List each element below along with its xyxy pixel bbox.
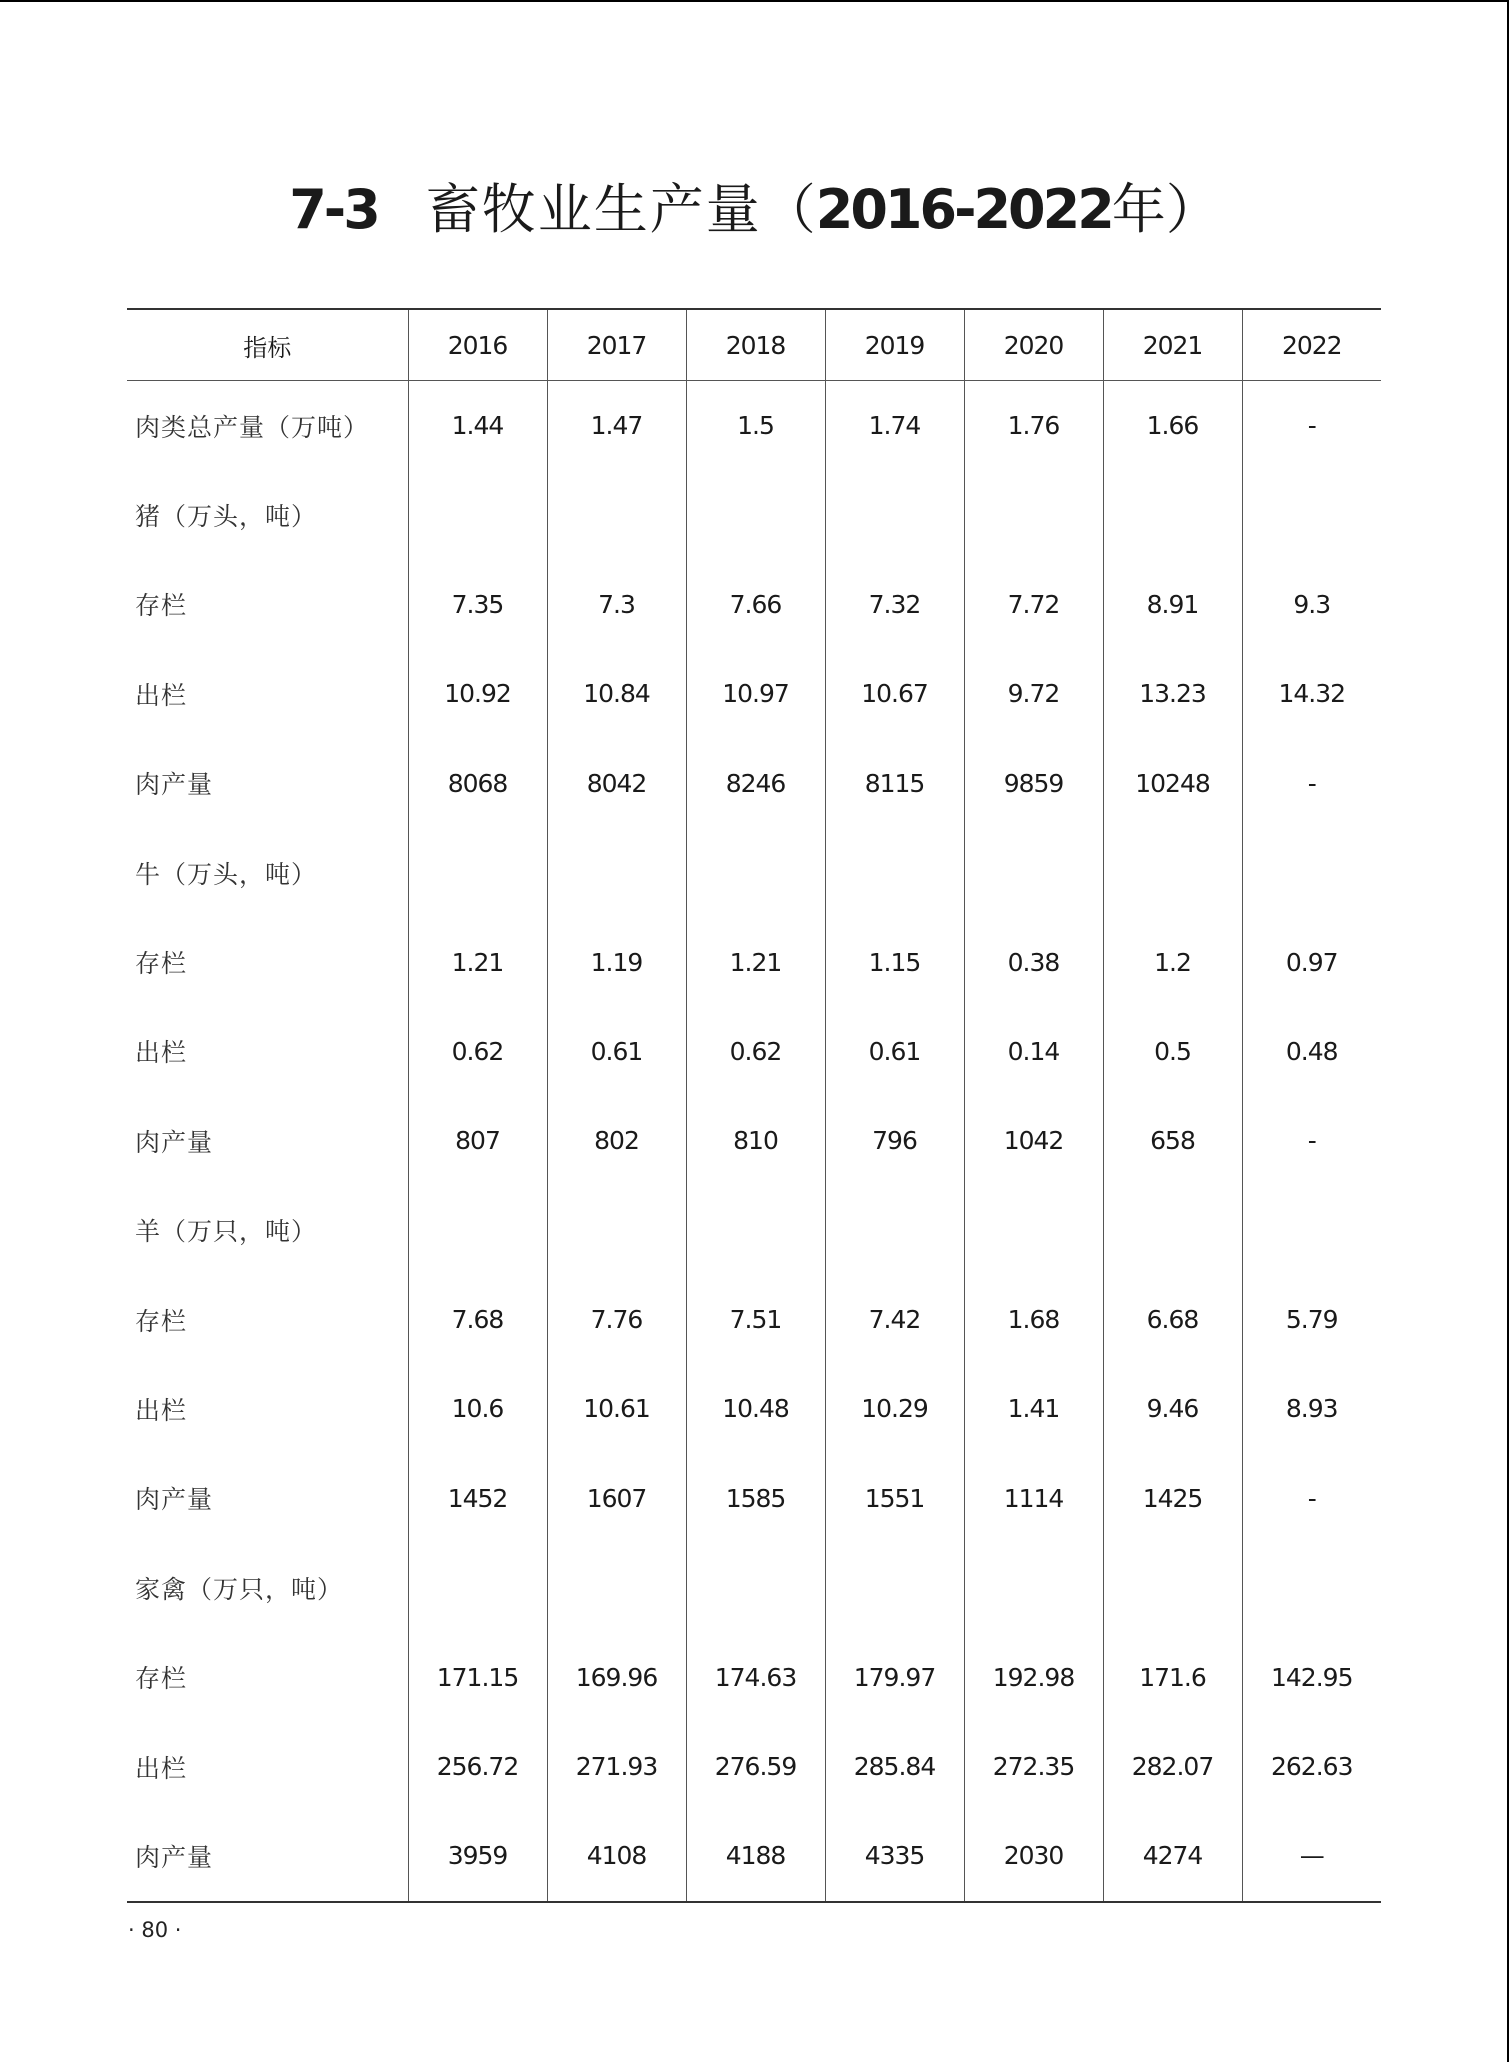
table-cell: 9.46 bbox=[1103, 1364, 1242, 1453]
table-cell bbox=[964, 1186, 1103, 1275]
table-cell: 262.63 bbox=[1242, 1722, 1381, 1811]
table-row bbox=[127, 649, 1381, 738]
table-cell: 0.14 bbox=[964, 1007, 1103, 1096]
table-cell: 10.29 bbox=[825, 1364, 964, 1453]
table-cell: 1.21 bbox=[686, 917, 825, 1006]
table-cell: 7.66 bbox=[686, 560, 825, 649]
table-cell: 285.84 bbox=[825, 1722, 964, 1811]
table-cell: 1114 bbox=[964, 1454, 1103, 1543]
table-cell: 272.35 bbox=[964, 1722, 1103, 1811]
table-cell: 7.51 bbox=[686, 1275, 825, 1364]
header-year: 2019 bbox=[825, 309, 964, 381]
table-cell bbox=[686, 828, 825, 917]
table-cell: 1.44 bbox=[408, 381, 547, 471]
table-cell: 1.66 bbox=[1103, 381, 1242, 471]
table-row bbox=[127, 1632, 1381, 1721]
table-cell bbox=[547, 470, 686, 559]
table-cell: 8.93 bbox=[1242, 1364, 1381, 1453]
header-year: 2021 bbox=[1103, 309, 1242, 381]
table-cell: 171.6 bbox=[1103, 1632, 1242, 1721]
row-label: 猪（万头，吨） bbox=[135, 502, 318, 532]
table-cell: 7.3 bbox=[547, 560, 686, 649]
table-cell: 10.6 bbox=[408, 1364, 547, 1453]
table-cell: 0.62 bbox=[686, 1007, 825, 1096]
header-year: 2022 bbox=[1242, 309, 1381, 381]
row-label: 出栏 bbox=[135, 1395, 188, 1425]
table-row bbox=[127, 1722, 1381, 1811]
table-cell: 8068 bbox=[408, 739, 547, 828]
table-cell bbox=[1103, 828, 1242, 917]
table-row bbox=[127, 1007, 1381, 1096]
table-cell: 1.19 bbox=[547, 917, 686, 1006]
table-cell: 169.96 bbox=[547, 1632, 686, 1721]
table-row bbox=[127, 1096, 1381, 1185]
row-label: 出栏 bbox=[135, 1753, 188, 1783]
table-cell bbox=[686, 1543, 825, 1632]
table-cell: 171.15 bbox=[408, 1632, 547, 1721]
page-number: · 80 · bbox=[128, 1918, 182, 1942]
table-cell: 256.72 bbox=[408, 1722, 547, 1811]
table-row bbox=[127, 739, 1381, 828]
table-cell bbox=[547, 1543, 686, 1632]
table-cell bbox=[1103, 470, 1242, 559]
title-year-suffix: 年 bbox=[1111, 178, 1166, 241]
table-cell: 7.32 bbox=[825, 560, 964, 649]
table-header-row bbox=[127, 309, 1381, 381]
row-label: 存栏 bbox=[135, 949, 188, 979]
table-row bbox=[127, 1275, 1381, 1364]
table-row bbox=[127, 1543, 1381, 1632]
table-cell bbox=[825, 1186, 964, 1275]
row-label: 肉产量 bbox=[135, 1127, 214, 1157]
table-cell: 192.98 bbox=[964, 1632, 1103, 1721]
table-cell: 7.72 bbox=[964, 560, 1103, 649]
table-cell: - bbox=[1242, 1454, 1381, 1543]
row-label: 肉类总产量（万吨） bbox=[135, 412, 370, 442]
row-label: 牛（万头，吨） bbox=[135, 859, 318, 889]
table-row bbox=[127, 1186, 1381, 1275]
table-cell bbox=[686, 1186, 825, 1275]
table-cell: 10.48 bbox=[686, 1364, 825, 1453]
table-cell bbox=[408, 470, 547, 559]
table-cell: 1.15 bbox=[825, 917, 964, 1006]
header-year: 2017 bbox=[547, 309, 686, 381]
livestock-production-table bbox=[127, 308, 1381, 1903]
table-cell: 9.3 bbox=[1242, 560, 1381, 649]
table-cell: 7.35 bbox=[408, 560, 547, 649]
table-cell: 10.67 bbox=[825, 649, 964, 738]
table-row bbox=[127, 1811, 1381, 1901]
table-cell: 10.84 bbox=[547, 649, 686, 738]
table-row bbox=[127, 560, 1381, 649]
table-cell: 1585 bbox=[686, 1454, 825, 1543]
row-label: 羊（万只，吨） bbox=[135, 1217, 318, 1247]
title-years: 2016-2022 bbox=[815, 178, 1112, 241]
table-row bbox=[127, 1364, 1381, 1453]
table-cell: 0.61 bbox=[547, 1007, 686, 1096]
header-year: 2020 bbox=[964, 309, 1103, 381]
table-cell: 4274 bbox=[1103, 1811, 1242, 1901]
table-cell: 7.68 bbox=[408, 1275, 547, 1364]
table-cell bbox=[686, 470, 825, 559]
table-cell: 1607 bbox=[547, 1454, 686, 1543]
table-cell bbox=[964, 470, 1103, 559]
table-cell: 1.76 bbox=[964, 381, 1103, 471]
table-row bbox=[127, 828, 1381, 917]
table-cell: 282.07 bbox=[1103, 1722, 1242, 1811]
table-cell: 271.93 bbox=[547, 1722, 686, 1811]
table-cell: 1.21 bbox=[408, 917, 547, 1006]
table-cell: 0.38 bbox=[964, 917, 1103, 1006]
table-cell: 3959 bbox=[408, 1811, 547, 1901]
table-cell bbox=[547, 828, 686, 917]
table-cell: 658 bbox=[1103, 1096, 1242, 1185]
table-cell bbox=[1242, 470, 1381, 559]
table-cell: 2030 bbox=[964, 1811, 1103, 1901]
row-label: 肉产量 bbox=[135, 1485, 214, 1515]
table-cell: 9859 bbox=[964, 739, 1103, 828]
row-label: 存栏 bbox=[135, 1664, 188, 1694]
row-label: 出栏 bbox=[135, 1038, 188, 1068]
table-cell: 7.76 bbox=[547, 1275, 686, 1364]
title-close-paren: ） bbox=[1165, 178, 1220, 241]
table-cell: 8246 bbox=[686, 739, 825, 828]
table-cell: 8.91 bbox=[1103, 560, 1242, 649]
row-label: 存栏 bbox=[135, 591, 188, 621]
table-cell: 4108 bbox=[547, 1811, 686, 1901]
table-cell: 5.79 bbox=[1242, 1275, 1381, 1364]
table-cell: 4188 bbox=[686, 1811, 825, 1901]
title-text: 畜牧业生产量 bbox=[425, 178, 762, 241]
table-cell: 0.48 bbox=[1242, 1007, 1381, 1096]
table-cell: 1.47 bbox=[547, 381, 686, 471]
table-cell: 802 bbox=[547, 1096, 686, 1185]
table-cell: 0.62 bbox=[408, 1007, 547, 1096]
table-cell: — bbox=[1242, 1811, 1381, 1901]
table-cell: 1.41 bbox=[964, 1364, 1103, 1453]
table-row bbox=[127, 1454, 1381, 1543]
table-row bbox=[127, 381, 1381, 471]
table-cell: 0.5 bbox=[1103, 1007, 1242, 1096]
table-cell bbox=[964, 1543, 1103, 1632]
table-cell: 14.32 bbox=[1242, 649, 1381, 738]
table-cell: 1.5 bbox=[686, 381, 825, 471]
table-cell bbox=[408, 828, 547, 917]
table-cell bbox=[1103, 1186, 1242, 1275]
table-cell: 8042 bbox=[547, 739, 686, 828]
table-cell bbox=[547, 1186, 686, 1275]
table-cell bbox=[1242, 1543, 1381, 1632]
table-cell bbox=[408, 1186, 547, 1275]
table-cell: 0.97 bbox=[1242, 917, 1381, 1006]
row-label: 存栏 bbox=[135, 1306, 188, 1336]
row-label: 肉产量 bbox=[135, 770, 214, 800]
table-cell bbox=[825, 1543, 964, 1632]
table-cell: 1.74 bbox=[825, 381, 964, 471]
table-cell: 807 bbox=[408, 1096, 547, 1185]
table-cell bbox=[825, 470, 964, 559]
table-cell: - bbox=[1242, 739, 1381, 828]
table-number: 7-3 bbox=[289, 178, 378, 241]
header-indicator: 指标 bbox=[127, 309, 408, 381]
table-cell: 10.97 bbox=[686, 649, 825, 738]
table-cell: 1452 bbox=[408, 1454, 547, 1543]
table-cell: - bbox=[1242, 381, 1381, 471]
table-row bbox=[127, 470, 1381, 559]
table-cell: 6.68 bbox=[1103, 1275, 1242, 1364]
table-cell: 1425 bbox=[1103, 1454, 1242, 1543]
table-cell: 4335 bbox=[825, 1811, 964, 1901]
table-cell: 1551 bbox=[825, 1454, 964, 1543]
page-title bbox=[0, 178, 1509, 242]
table-cell: 7.42 bbox=[825, 1275, 964, 1364]
table-cell: 174.63 bbox=[686, 1632, 825, 1721]
table-cell: 10.61 bbox=[547, 1364, 686, 1453]
header-year: 2016 bbox=[408, 309, 547, 381]
table-cell: 810 bbox=[686, 1096, 825, 1185]
table-cell: - bbox=[1242, 1096, 1381, 1185]
table-cell: 1.68 bbox=[964, 1275, 1103, 1364]
table-cell bbox=[408, 1543, 547, 1632]
table-cell: 13.23 bbox=[1103, 649, 1242, 738]
row-label: 肉产量 bbox=[135, 1842, 214, 1872]
table-cell: 142.95 bbox=[1242, 1632, 1381, 1721]
table-cell: 10248 bbox=[1103, 739, 1242, 828]
table-cell: 1.2 bbox=[1103, 917, 1242, 1006]
row-label: 出栏 bbox=[135, 680, 188, 710]
row-label: 家禽（万只，吨） bbox=[135, 1574, 344, 1604]
table-cell bbox=[1242, 1186, 1381, 1275]
table-row bbox=[127, 917, 1381, 1006]
header-year: 2018 bbox=[686, 309, 825, 381]
table-cell bbox=[825, 828, 964, 917]
table-cell: 179.97 bbox=[825, 1632, 964, 1721]
table-cell: 276.59 bbox=[686, 1722, 825, 1811]
table-cell: 8115 bbox=[825, 739, 964, 828]
table-cell: 10.92 bbox=[408, 649, 547, 738]
table-cell bbox=[1103, 1543, 1242, 1632]
table-cell: 1042 bbox=[964, 1096, 1103, 1185]
table-cell: 0.61 bbox=[825, 1007, 964, 1096]
table-cell bbox=[964, 828, 1103, 917]
table-cell: 9.72 bbox=[964, 649, 1103, 738]
table-cell bbox=[1242, 828, 1381, 917]
table-cell: 796 bbox=[825, 1096, 964, 1185]
title-open-paren: （ bbox=[761, 178, 816, 241]
